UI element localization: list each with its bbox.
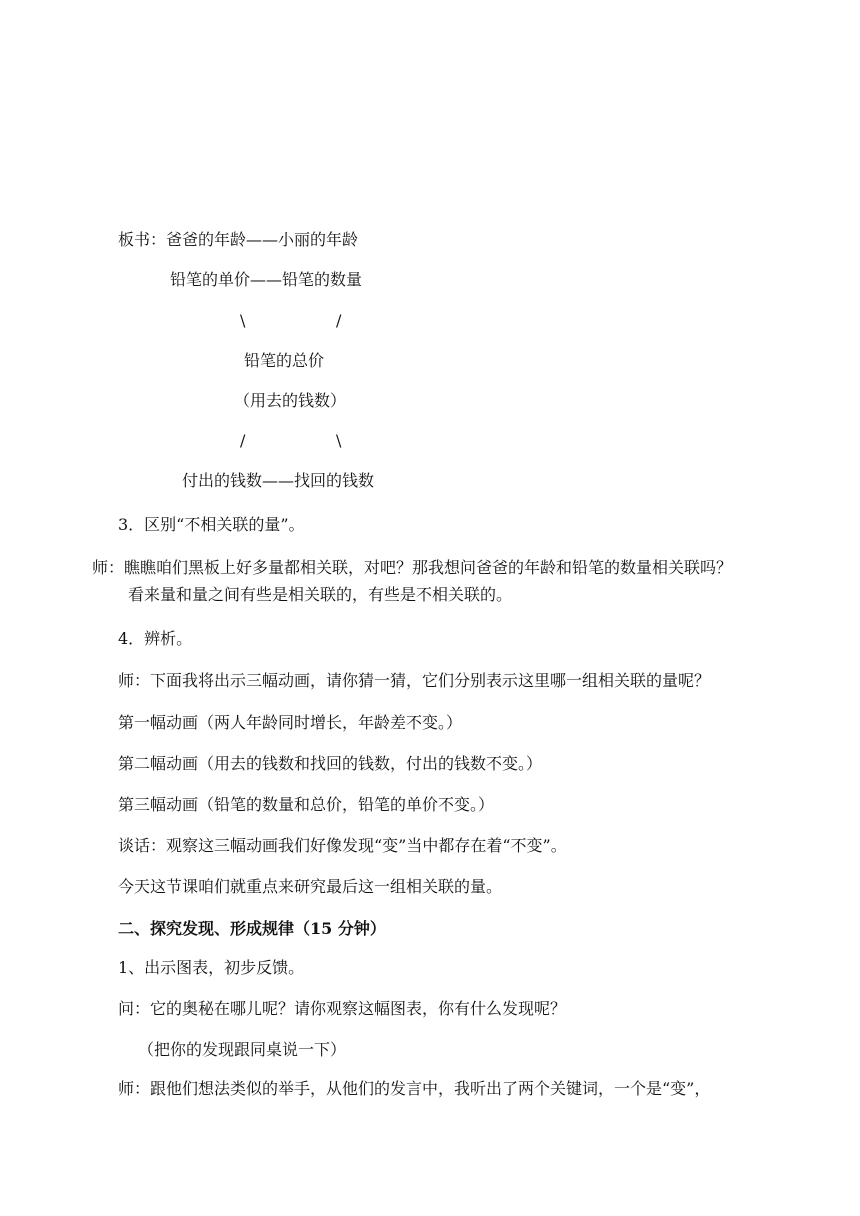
question-line: 问：它的奥秘在哪儿呢？请你观察这幅图表，你有什么发现呢？ [118, 999, 567, 1018]
board-slash-left-2: / [240, 431, 246, 450]
board-slash-left-1: \ [240, 311, 246, 330]
teacher-line-unrelated: 看来量和量之间有些是相关联的，有些是不相关联的。 [128, 585, 513, 604]
part-2-heading: 二、探究发现、形成规律（15 分钟） [118, 919, 386, 938]
section-4-title: 4．辨析。 [118, 629, 193, 648]
board-line-pencil-price: 铅笔的单价——铅笔的数量 [170, 270, 363, 289]
teacher-line-keywords: 师：跟他们想法类似的举手，从他们的发言中，我听出了两个关键词，一个是“变”， [118, 1079, 711, 1098]
board-slash-right-1: / [336, 311, 342, 330]
talk-line: 谈话：观察这三幅动画我们好像发现“变”当中都存在着“不变”。 [118, 836, 567, 855]
teacher-line-animations: 师：下面我将出示三幅动画，请你猜一猜，它们分别表示这里哪一组相关联的量呢？ [118, 671, 711, 690]
section-3-title: 3．区别“不相关联的量”。 [118, 515, 305, 534]
today-line: 今天这节课咱们就重点来研究最后这一组相关联的量。 [118, 877, 503, 896]
teacher-line-related: 师：瞧瞧咱们黑板上好多量都相关联，对吧？那我想问爸爸的年龄和铅笔的数量相关联吗？ [92, 558, 733, 577]
animation-1: 第一幅动画（两人年龄同时增长，年龄差不变。） [118, 713, 463, 732]
board-line-money-paid: 付出的钱数——找回的钱数 [182, 471, 375, 490]
hint-line: （把你的发现跟同桌说一下） [138, 1040, 347, 1059]
animation-3: 第三幅动画（铅笔的数量和总价，铅笔的单价不变。） [118, 795, 495, 814]
part-2-item-1: 1、出示图表，初步反馈。 [118, 958, 305, 977]
board-line-money-used: （用去的钱数） [234, 391, 347, 410]
board-slash-right-2: \ [336, 431, 342, 450]
board-line-father-age: 板书：爸爸的年龄——小丽的年龄 [118, 230, 359, 249]
animation-2: 第二幅动画（用去的钱数和找回的钱数，付出的钱数不变。） [118, 754, 543, 773]
board-line-total-price: 铅笔的总价 [244, 351, 325, 370]
